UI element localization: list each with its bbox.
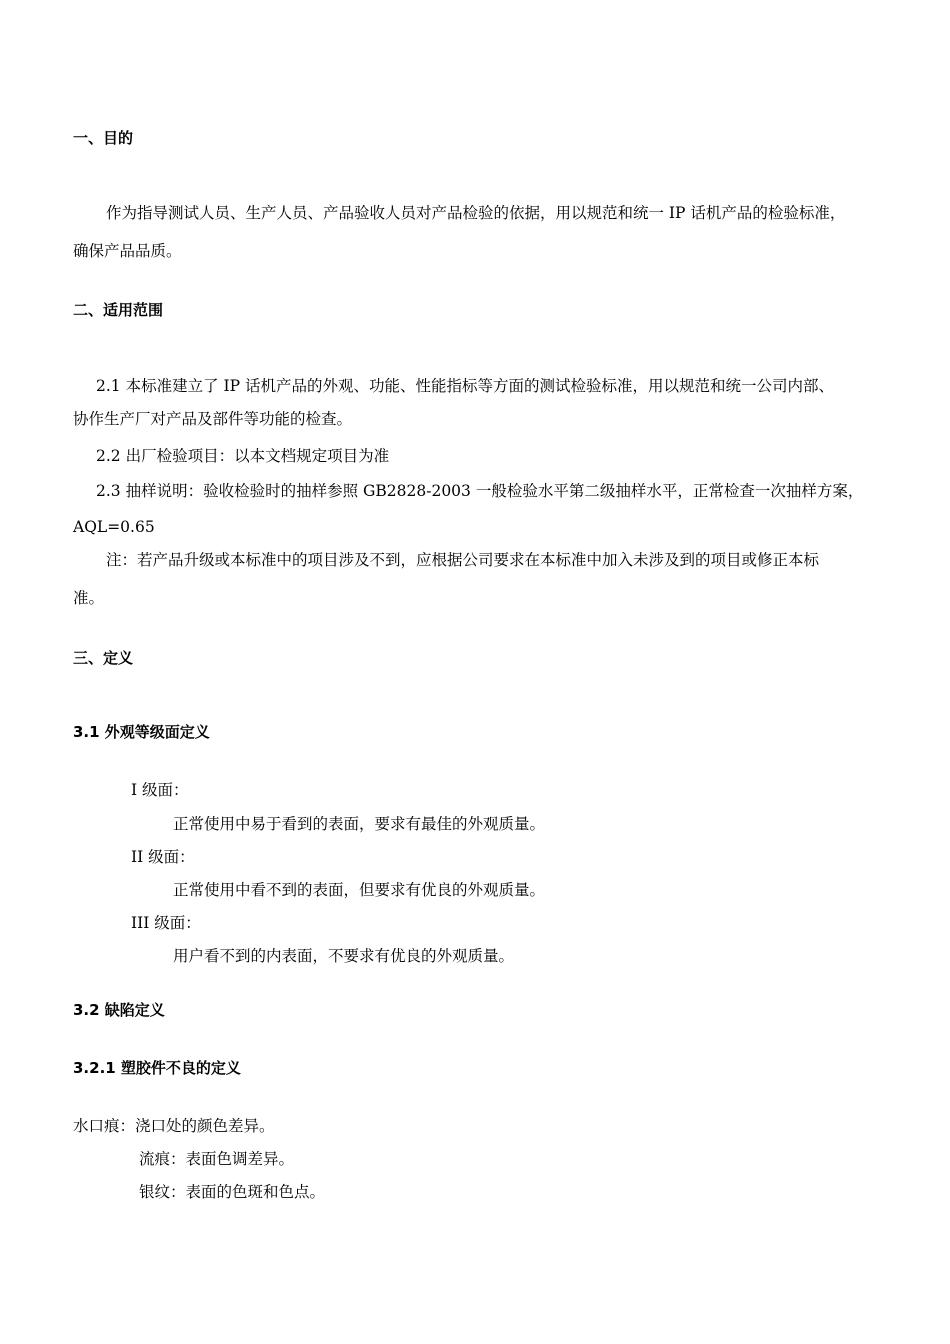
level-2-label: II 级面： — [131, 848, 195, 866]
subsection-heading-defects: 3.2 缺陷定义 — [73, 1001, 165, 1019]
level-3-label: III 级面： — [131, 914, 201, 932]
defect-item-silver-streak: 银纹：表面的色斑和色点。 — [139, 1183, 326, 1201]
purpose-paragraph-line-2: 确保产品品质。 — [73, 242, 182, 260]
defect-item-flow-mark: 流痕：表面色调差异。 — [139, 1150, 295, 1168]
level-3-description: 用户看不到的内表面，不要求有优良的外观质量。 — [173, 947, 515, 965]
scope-note-line-1: 注：若产品升级或本标准中的项目涉及不到，应根据公司要求在本标准中加入未涉及到的项目或修正本标 — [106, 551, 820, 569]
scope-2-2: 2.2 出厂检验项目：以本文档规定项目为准 — [96, 447, 390, 465]
level-1-description: 正常使用中易于看到的表面，要求有最佳的外观质量。 — [173, 815, 546, 833]
scope-2-3-line-1: 2.3 抽样说明：验收检验时的抽样参照 GB2828-2003 一般检验水平第二级抽样水平，正常检查一次抽样方案， — [96, 482, 864, 500]
scope-2-1-line-1: 2.1 本标准建立了 IP 话机产品的外观、功能、性能指标等方面的测试检验标准，用以规范和统一公司内部、 — [96, 377, 834, 395]
level-1-label: I 级面： — [131, 781, 189, 799]
subsection-heading-appearance-levels: 3.1 外观等级面定义 — [73, 723, 210, 741]
section-heading-definitions: 三、定义 — [73, 649, 134, 667]
scope-2-3-line-2: AQL=0.65 — [73, 518, 155, 536]
level-2-description: 正常使用中看不到的表面，但要求有优良的外观质量。 — [173, 881, 546, 899]
scope-2-1-line-2: 协作生产厂对产品及部件等功能的检查。 — [73, 410, 353, 428]
section-heading-scope: 二、适用范围 — [73, 301, 164, 319]
subsection-heading-plastic-defects: 3.2.1 塑胶件不良的定义 — [73, 1059, 241, 1077]
scope-note-line-2: 准。 — [73, 589, 105, 607]
defect-item-gate-mark: 水口痕：浇口处的颜色差异。 — [73, 1117, 275, 1135]
section-heading-purpose: 一、目的 — [73, 129, 134, 147]
purpose-paragraph-line-1: 作为指导测试人员、生产人员、产品验收人员对产品检验的依据，用以规范和统一 IP 话机产品的检验标准， — [106, 204, 846, 222]
